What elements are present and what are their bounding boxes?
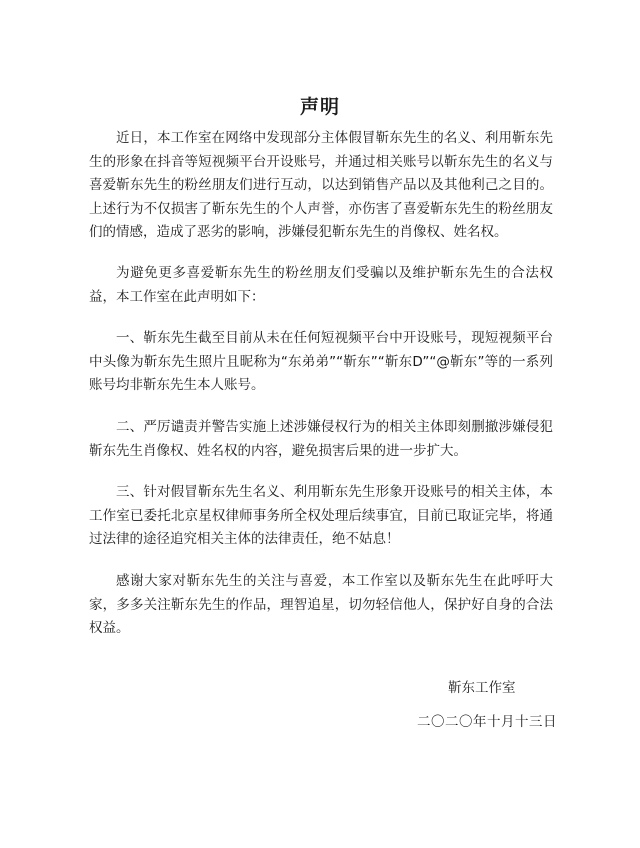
signature: 靳东工作室 <box>448 680 516 696</box>
paragraph-closing: 感谢大家对靳东先生的关注与喜爱，本工作室以及靳东先生在此呼吁大家，多多关注靳东先生的作品，理智追星，切勿轻信他人，保护好自身的合法权益。 <box>89 572 553 637</box>
paragraph-point-three: 三、针对假冒靳东先生名义、利用靳东先生形象开设账号的相关主体，本工作室已委托北京星权律师事务所全权处理后续事宜，目前已取证完毕，将通过法律的途径追究相关主体的法律责任，绝不姑息！ <box>89 484 553 548</box>
document-title: 声明 <box>299 96 340 118</box>
paragraph-purpose: 为避免更多喜爱靳东先生的粉丝朋友们受骗以及维护靳东先生的合法权益，本工作室在此声明如下： <box>89 264 553 305</box>
date: 二〇二〇年十月十三日 <box>417 714 557 730</box>
paragraph-intro: 近日，本工作室在网络中发现部分主体假冒靳东先生的名义、利用靳东先生的形象在抖音等短视频平台开设账号，并通过相关账号以靳东先生的名义与喜爱靳东先生的粉丝朋友们进行互动，以达到销售产品以及其他利己之目的。上述行为不仅损害了靳东先生的个人声誉，亦伤害了喜爱靳东先生的粉丝朋友们的情感，造成了恶劣的影响，涉嫌侵犯靳东先生的肖像权、姓名权。 <box>89 130 553 241</box>
document-body <box>89 127 553 659</box>
paragraph-point-one: 一、靳东先生截至目前从未在任何短视频平台中开设账号，现短视频平台中头像为靳东先生照片且昵称为“东弟弟”“靳东”“靳东D”“@靳东”等的一系列账号均非靳东先生本人账号。 <box>89 330 553 394</box>
paragraph-point-two: 二、严厉谴责并警告实施上述涉嫌侵权行为的相关主体即刻删撤涉嫌侵犯靳东先生肖像权、姓名权的内容，避免损害后果的进一步扩大。 <box>89 418 553 459</box>
